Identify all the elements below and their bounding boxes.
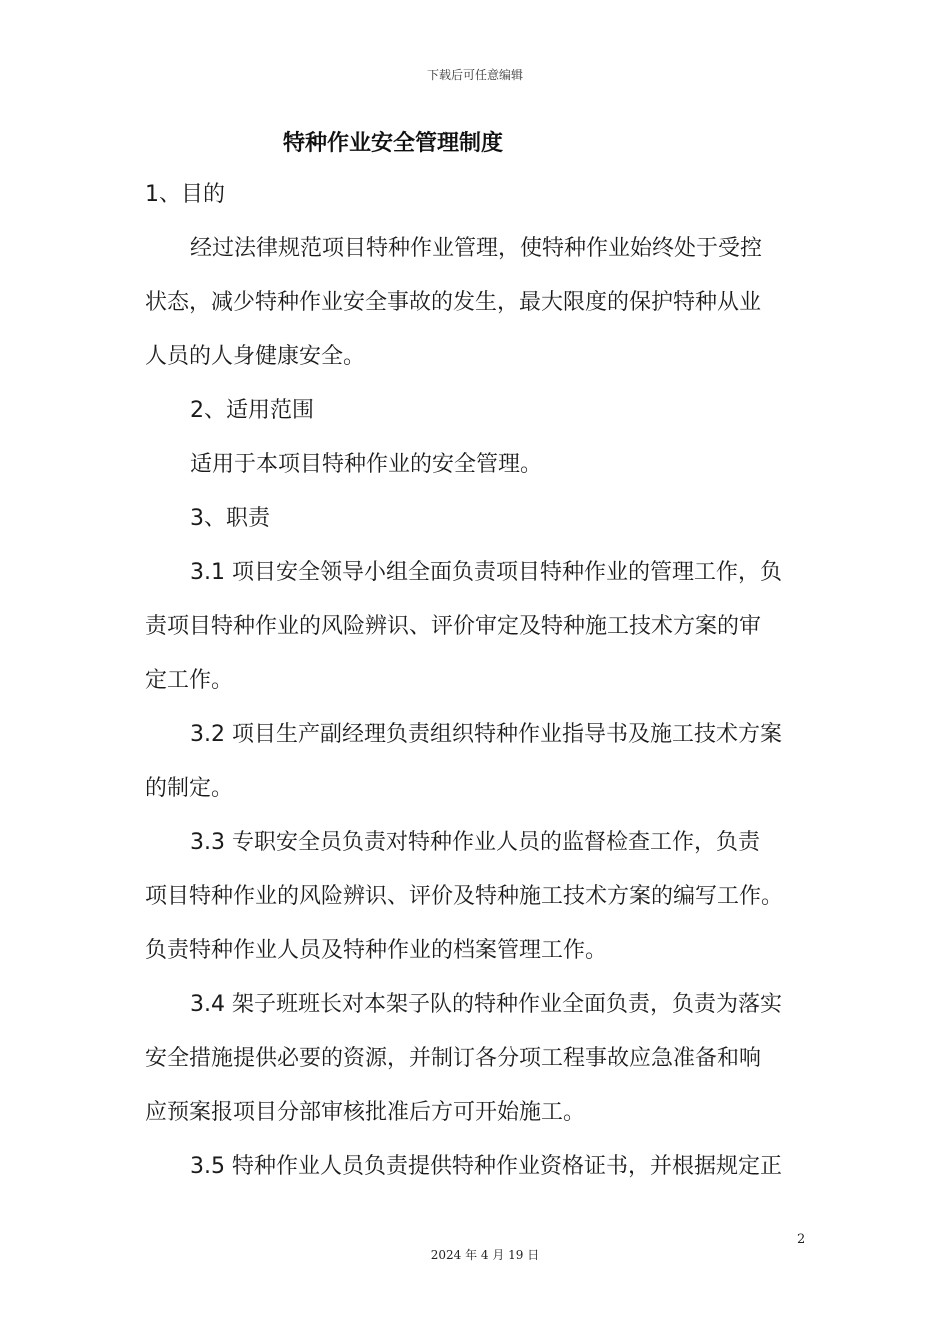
paragraph-line: 安全措施提供必要的资源，并制订各分项工程事故应急准备和响 (145, 1046, 762, 1071)
paragraph-line: 人员的人身健康安全。 (145, 344, 366, 369)
paragraph-line: 状态，减少特种作业安全事故的发生，最大限度的保护特种从业 (145, 290, 762, 315)
section-heading-scope: 2、适用范围 (190, 398, 314, 423)
footer-date: 2024 年 4 月 19 日 (430, 1248, 540, 1262)
paragraph-line: 3.5 特种作业人员负责提供特种作业资格证书，并根据规定正 (190, 1154, 782, 1179)
paragraph-line: 责项目特种作业的风险辨识、评价审定及特种施工技术方案的审 (145, 614, 762, 639)
paragraph-line: 的制定。 (145, 776, 234, 801)
paragraph-line: 3.3 专职安全员负责对特种作业人员的监督检查工作，负责 (190, 830, 760, 855)
paragraph-line: 定工作。 (145, 668, 234, 693)
page-number: 2 (797, 1232, 806, 1247)
page-header-note: 下载后可任意编辑 (426, 68, 523, 82)
paragraph-line: 经过法律规范项目特种作业管理，使特种作业始终处于受控 (190, 236, 763, 261)
section-heading-duties: 3、职责 (190, 506, 270, 531)
section-heading-purpose: 1、目的 (145, 182, 225, 207)
paragraph-line: 应预案报项目分部审核批准后方可开始施工。 (145, 1100, 586, 1125)
paragraph-line: 3.4 架子班班长对本架子队的特种作业全面负责，负责为落实 (190, 992, 782, 1017)
paragraph-line: 3.2 项目生产副经理负责组织特种作业指导书及施工技术方案 (190, 722, 782, 747)
document-title: 特种作业安全管理制度 (283, 131, 504, 156)
paragraph-line: 项目特种作业的风险辨识、评价及特种施工技术方案的编写工作。 (145, 884, 784, 909)
paragraph-line: 负责特种作业人员及特种作业的档案管理工作。 (145, 938, 608, 963)
paragraph-line: 3.1 项目安全领导小组全面负责项目特种作业的管理工作，负 (190, 560, 782, 585)
paragraph-line: 适用于本项目特种作业的安全管理。 (190, 452, 543, 477)
